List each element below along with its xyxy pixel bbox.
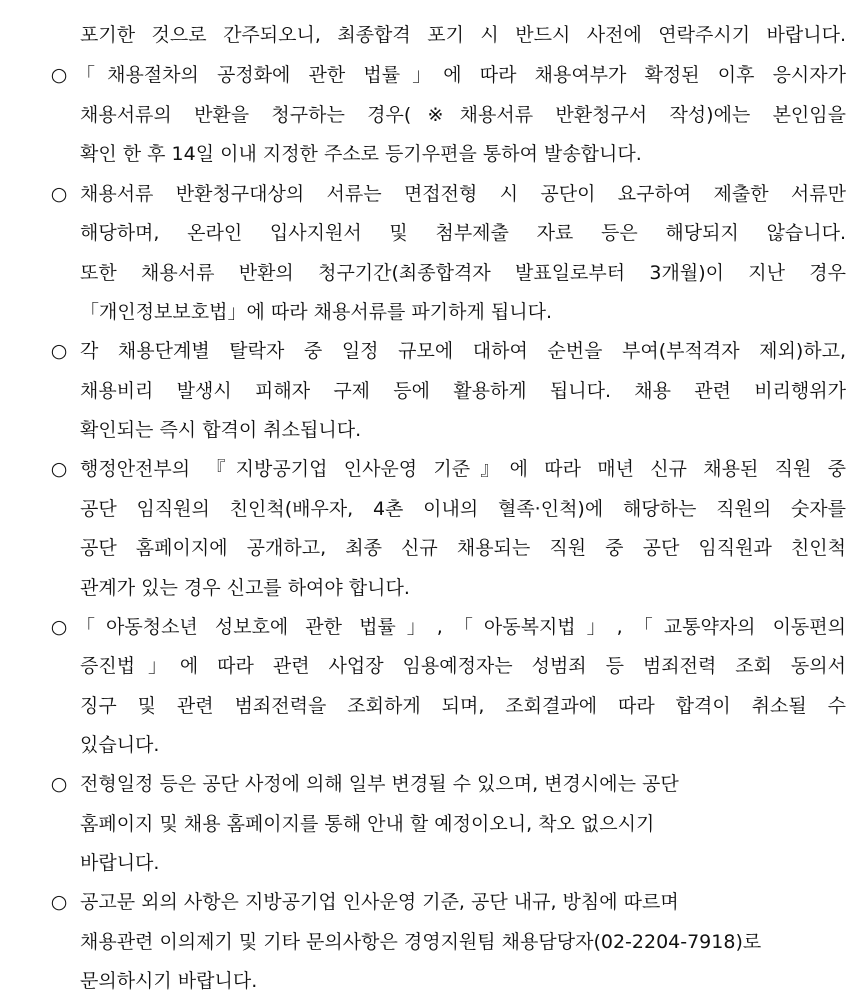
item-2-line-2: 해당하며, 온라인 입사지원서 및 첨부제출 자료 등은 해당되지 않습니다. bbox=[80, 222, 846, 244]
item-2-line-4: 「개인정보보호법」에 따라 채용서류를 파기하게 됩니다. bbox=[80, 301, 552, 323]
bullet-circle-icon: ○ bbox=[50, 891, 68, 913]
item-1-line-2: 채용서류의 반환을 청구하는 경우(※채용서류 반환청구서 작성)에는 본인임을 bbox=[80, 104, 846, 126]
item-3-line-1: 각 채용단계별 탈락자 중 일정 규모에 대하여 순번을 부여(부적격자 제외)하고, bbox=[80, 340, 846, 362]
bullet-circle-icon: ○ bbox=[50, 340, 68, 362]
item-7-line-1: 공고문 외의 사항은 지방공기업 인사운영 기준, 공단 내규, 방침에 따르며 bbox=[80, 891, 679, 913]
item-4-line-3: 공단 홈페이지에 공개하고, 최종 신규 채용되는 직원 중 공단 임직원과 친인척 bbox=[80, 537, 846, 559]
item-4-line-1: 행정안전부의 『지방공기업 인사운영 기준』에 따라 매년 신규 채용된 직원 중 bbox=[80, 458, 846, 480]
item-2-line-1: 채용서류 반환청구대상의 서류는 면접전형 시 공단이 요구하여 제출한 서류만 bbox=[80, 183, 846, 205]
bullet-circle-icon: ○ bbox=[50, 64, 68, 86]
item-1-line-1: 「채용절차의 공정화에 관한 법률」에 따라 채용여부가 확정된 이후 응시자가 bbox=[76, 64, 846, 86]
item-7-line-2: 채용관련 이의제기 및 기타 문의사항은 경영지원팀 채용담당자(02-2204-7918)로 bbox=[80, 931, 762, 953]
item-3-line-3: 확인되는 즉시 합격이 취소됩니다. bbox=[80, 419, 362, 441]
item-6-line-2: 홈페이지 및 채용 홈페이지를 통해 안내 할 예정이오니, 착오 없으시기 bbox=[80, 813, 655, 835]
item-5-line-3: 징구 및 관련 범죄전력을 조회하게 되며, 조회결과에 따라 합격이 취소될 수 bbox=[80, 695, 846, 717]
item-5-line-1: 「아동청소년 성보호에 관한 법률」,「아동복지법」,「교통약자의 이동편의 bbox=[76, 616, 846, 638]
item-5-line-2: 증진법」에 따라 관련 사업장 임용예정자는 성범죄 등 범죄전력 조회 동의서 bbox=[80, 655, 846, 677]
item-7-line-3: 문의하시기 바랍니다. bbox=[80, 970, 258, 992]
bullet-circle-icon: ○ bbox=[50, 616, 68, 638]
item-4-line-4: 관계가 있는 경우 신고를 하여야 합니다. bbox=[80, 577, 410, 599]
bullet-circle-icon: ○ bbox=[50, 773, 68, 795]
item-2-line-3: 또한 채용서류 반환의 청구기간(최종합격자 발표일로부터 3개월)이 지난 경우 bbox=[80, 262, 846, 284]
bullet-circle-icon: ○ bbox=[50, 458, 68, 480]
intro-line: 포기한 것으로 간주되오니, 최종합격 포기 시 반드시 사전에 연락주시기 바랍니다. bbox=[80, 24, 846, 46]
item-5-line-4: 있습니다. bbox=[80, 734, 160, 756]
item-6-line-1: 전형일정 등은 공단 사정에 의해 일부 변경될 수 있으며, 변경시에는 공단 bbox=[80, 773, 679, 795]
bullet-circle-icon: ○ bbox=[50, 183, 68, 205]
item-3-line-2: 채용비리 발생시 피해자 구제 등에 활용하게 됩니다. 채용 관련 비리행위가 bbox=[80, 380, 846, 402]
item-1-line-3: 확인 한 후 14일 이내 지정한 주소로 등기우편을 통하여 발송합니다. bbox=[80, 143, 642, 165]
item-4-line-2: 공단 임직원의 친인척(배우자, 4촌 이내의 혈족·인척)에 해당하는 직원의 숫자를 bbox=[80, 498, 846, 520]
item-6-line-3: 바랍니다. bbox=[80, 852, 160, 874]
